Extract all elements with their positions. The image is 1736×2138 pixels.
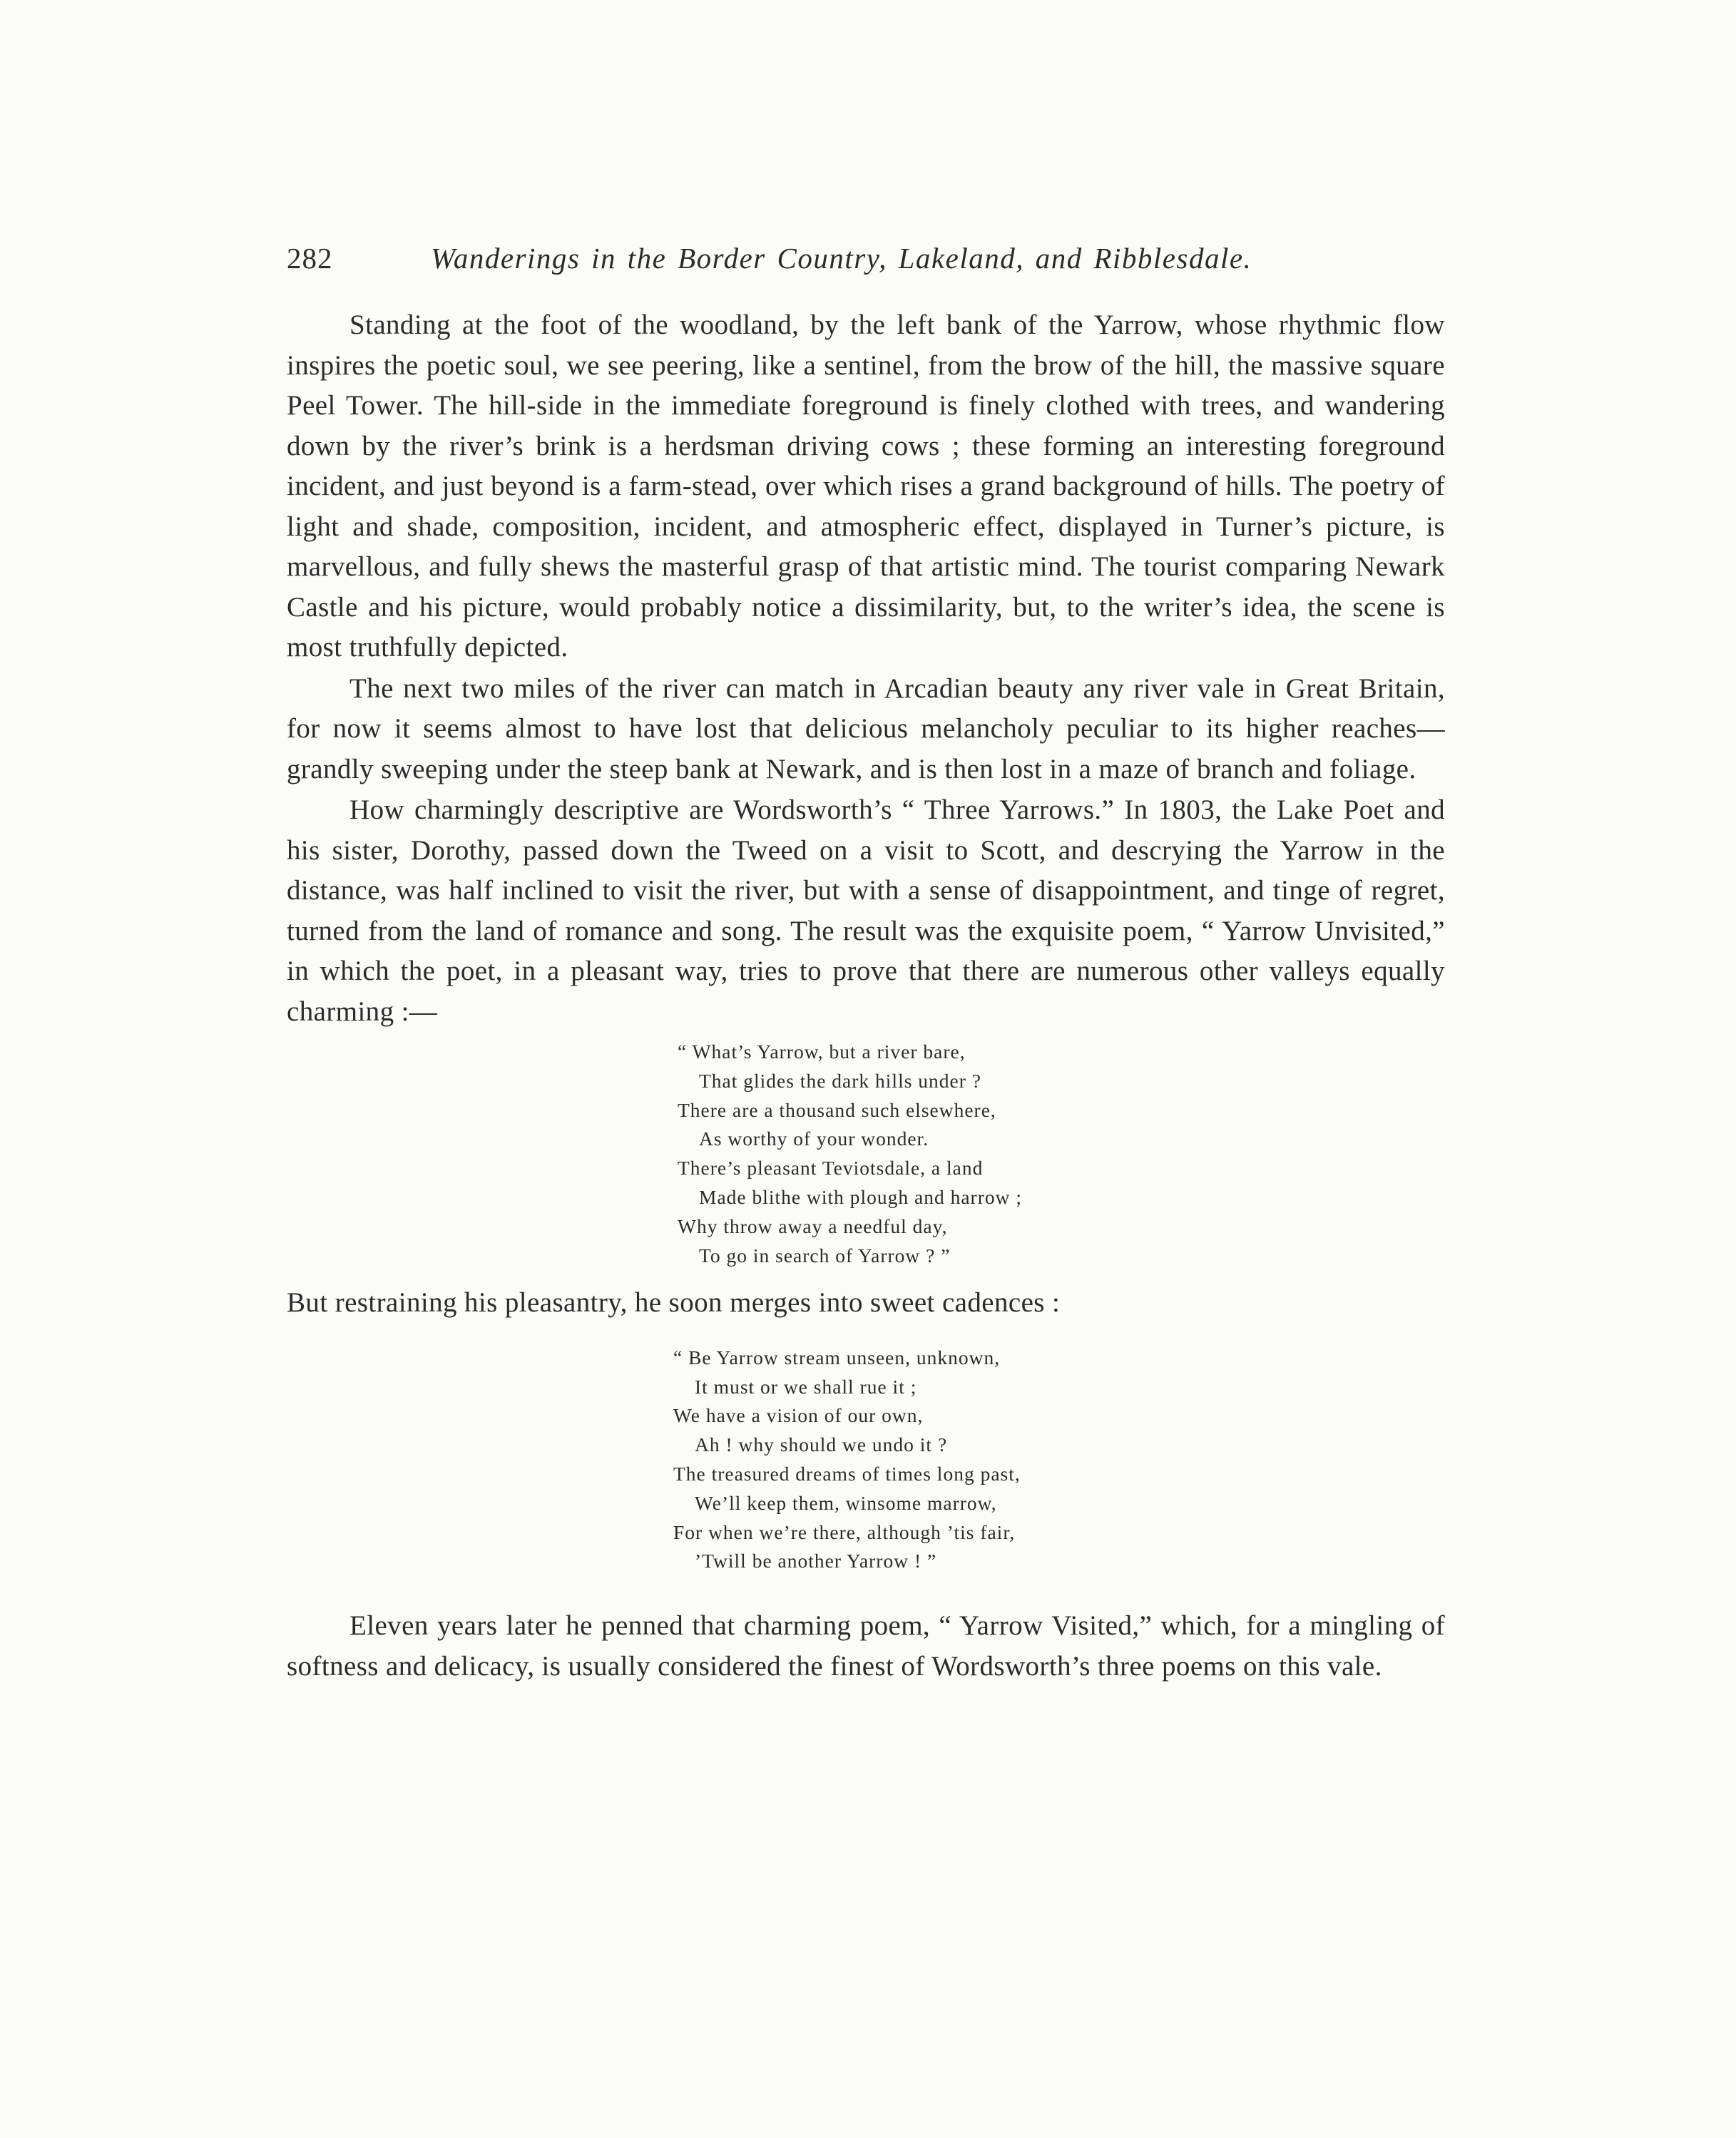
verse-line: “ Be Yarrow stream unseen, unknown, [673, 1346, 1001, 1369]
paragraph-three-yarrows: How charmingly descriptive are Wordsworth’s “ Three Yarrows.” In 1803, the Lake Poet and his sister, Dorothy, passed down the Tweed on a visit to Scott, and descrying the Yarrow in the distance, was half inclined to visit the river, but with a sense of disappointment, and tinge of regret, turned from the land of romance and song. The result was the exquisite poem, “ Yarrow Unvisited,” in which the poet, in a pleasant way, tries to prove that there are numerous other valleys equally charming :— [287, 794, 1445, 1027]
book-page [287, 241, 1445, 1687]
verse-line: For when we’re there, although ’tis fair, [673, 1520, 1016, 1543]
verse-line: To go in search of Yarrow ? ” [699, 1244, 951, 1267]
paragraph-yarrow-woodland: Standing at the foot of the woodland, by the left bank of the Yarrow, whose rhythmic flow inspires the poetic soul, we see peering, like a sentinel, from the brow of the hill, the massive square Peel Tower. The hill-side in the immediate foreground is finely clothed with trees, and wandering down by the river’s brink is a herdsman driving cows ; these forming an interesting foreground incident, and just beyond is a farm-stead, over which rises a grand background of hills. The poetry of light and shade, composition, incident, and atmospheric effect, displayed in Turner’s picture, is marvellous, and fully shews the masterful grasp of that artistic mind. The tourist comparing Newark Castle and his picture, would probably notice a dissimilarity, but, to the writer’s idea, the scene is most truthfully depicted. [287, 310, 1445, 663]
paragraph-restraining: But restraining his pleasantry, he soon merges into sweet cadences : [287, 1287, 1061, 1319]
verse-line: We have a vision of our own, [673, 1404, 924, 1427]
verse-line: As worthy of your wonder. [699, 1127, 929, 1150]
paragraph-yarrow-visited: Eleven years later he penned that charming poem, “ Yarrow Visited,” which, for a mingling of softness and delicacy, is usually considered the finest of Wordsworth’s three poems on this vale. [287, 1610, 1445, 1682]
verse-line: There’s pleasant Teviotsdale, a land [678, 1157, 984, 1180]
verse-line: Made blithe with plough and harrow ; [699, 1185, 1022, 1208]
verse-line: There are a thousand such elsewhere, [678, 1098, 996, 1121]
verse-line: That glides the dark hills under ? [699, 1069, 981, 1092]
page-number: 282 [287, 242, 333, 275]
running-head [287, 241, 1445, 284]
verse-line: The treasured dreams of times long past, [673, 1463, 1021, 1485]
verse-line: Ah ! why should we undo it ? [695, 1433, 948, 1456]
verse-line: We’ll keep them, winsome marrow, [695, 1491, 997, 1514]
verse-yarrow-unvisited [678, 1038, 1445, 1270]
running-title: Wanderings in the Border Country, Lakeland, and Ribblesdale. [431, 242, 1252, 275]
verse-line: Why throw away a needful day, [678, 1214, 948, 1237]
verse-sweet-cadences [673, 1344, 1445, 1576]
verse-line: It must or we shall rue it ; [695, 1375, 917, 1398]
verse-line: ’Twill be another Yarrow ! ” [695, 1550, 937, 1572]
paragraph-river-miles: The next two miles of the river can match in Arcadian beauty any river vale in Great Britain, for now it seems almost to have lost that delicious melancholy peculiar to its higher reaches—grandly sweeping under the steep bank at Newark, and is then lost in a maze of branch and foliage. [287, 672, 1445, 784]
verse-line: “ What’s Yarrow, but a river bare, [678, 1040, 966, 1063]
